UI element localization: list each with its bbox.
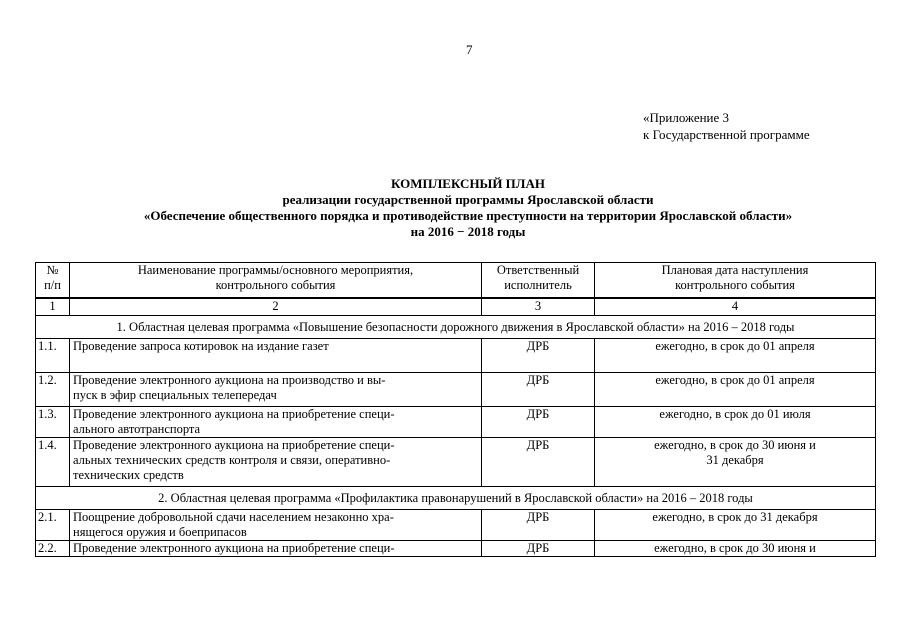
- row-name: Проведение электронного аукциона на приобретение специ-: [70, 541, 482, 557]
- row-date: ежегодно, в срок до 31 декабря: [595, 510, 876, 541]
- column-number: 1: [36, 298, 70, 316]
- appendix-line-2: к Государственной программе: [643, 127, 810, 142]
- row-executor: ДРБ: [482, 407, 595, 438]
- table-row: [36, 541, 876, 557]
- column-number-row: [36, 298, 876, 316]
- row-name: Проведение электронного аукциона на приобретение специ- ального автотранспорта: [70, 407, 482, 438]
- table-row: [36, 510, 876, 541]
- title-line-1: КОМПЛЕКСНЫЙ ПЛАН: [391, 176, 545, 191]
- title-line-4: на 2016 − 2018 годы: [410, 224, 526, 239]
- table-header-row: [36, 263, 876, 299]
- row-name: Проведение запроса котировок на издание газет: [70, 339, 482, 373]
- row-number: 2.1.: [36, 510, 70, 541]
- row-executor: ДРБ: [482, 541, 595, 557]
- row-number: 2.2.: [36, 541, 70, 557]
- section-row: [36, 487, 876, 510]
- plan-table: [35, 262, 876, 557]
- row-executor: ДРБ: [482, 438, 595, 487]
- document-title: [60, 176, 876, 240]
- column-number: 2: [70, 298, 482, 316]
- row-number: 1.4.: [36, 438, 70, 487]
- column-number: 3: [482, 298, 595, 316]
- row-date: ежегодно, в срок до 01 июля: [595, 407, 876, 438]
- appendix-line-1: «Приложение 3: [643, 110, 730, 125]
- appendix-note: [643, 109, 810, 143]
- section-row: [36, 316, 876, 339]
- table-row: [36, 438, 876, 487]
- row-date: ежегодно, в срок до 30 июня и: [595, 541, 876, 557]
- table-row: [36, 373, 876, 407]
- row-name: Проведение электронного аукциона на производство и вы- пуск в эфир специальных телепередач: [70, 373, 482, 407]
- row-executor: ДРБ: [482, 373, 595, 407]
- title-line-3: «Обеспечение общественного порядка и противодействие преступности на территории Ярославской области»: [143, 208, 793, 223]
- header-name: Наименование программы/основного мероприятия, контрольного события: [70, 263, 482, 299]
- row-number: 1.2.: [36, 373, 70, 407]
- page-number: 7: [466, 42, 473, 57]
- section-title: 1. Областная целевая программа «Повышение безопасности дорожного движения в Ярославской области» на 2016 – 2018 годы: [36, 316, 876, 339]
- row-date: ежегодно, в срок до 01 апреля: [595, 373, 876, 407]
- table-row: [36, 339, 876, 373]
- row-name: Поощрение добровольной сдачи населением незаконно хра- нящегося оружия и боеприпасов: [70, 510, 482, 541]
- row-name: Проведение электронного аукциона на приобретение специ- альных технических средств контроля и связи, оперативно- технических средств: [70, 438, 482, 487]
- header-number: № п/п: [36, 263, 70, 299]
- row-number: 1.3.: [36, 407, 70, 438]
- column-number: 4: [595, 298, 876, 316]
- row-executor: ДРБ: [482, 510, 595, 541]
- table-row: [36, 407, 876, 438]
- row-number: 1.1.: [36, 339, 70, 373]
- header-date: Плановая дата наступления контрольного события: [595, 263, 876, 299]
- title-line-2: реализации государственной программы Ярославской области: [282, 192, 654, 207]
- section-title: 2. Областная целевая программа «Профилактика правонарушений в Ярославской области» на 2016 – 2018 годы: [36, 487, 876, 510]
- row-executor: ДРБ: [482, 339, 595, 373]
- header-executor: Ответственный исполнитель: [482, 263, 595, 299]
- row-date: ежегодно, в срок до 01 апреля: [595, 339, 876, 373]
- row-date: ежегодно, в срок до 30 июня и 31 декабря: [595, 438, 876, 487]
